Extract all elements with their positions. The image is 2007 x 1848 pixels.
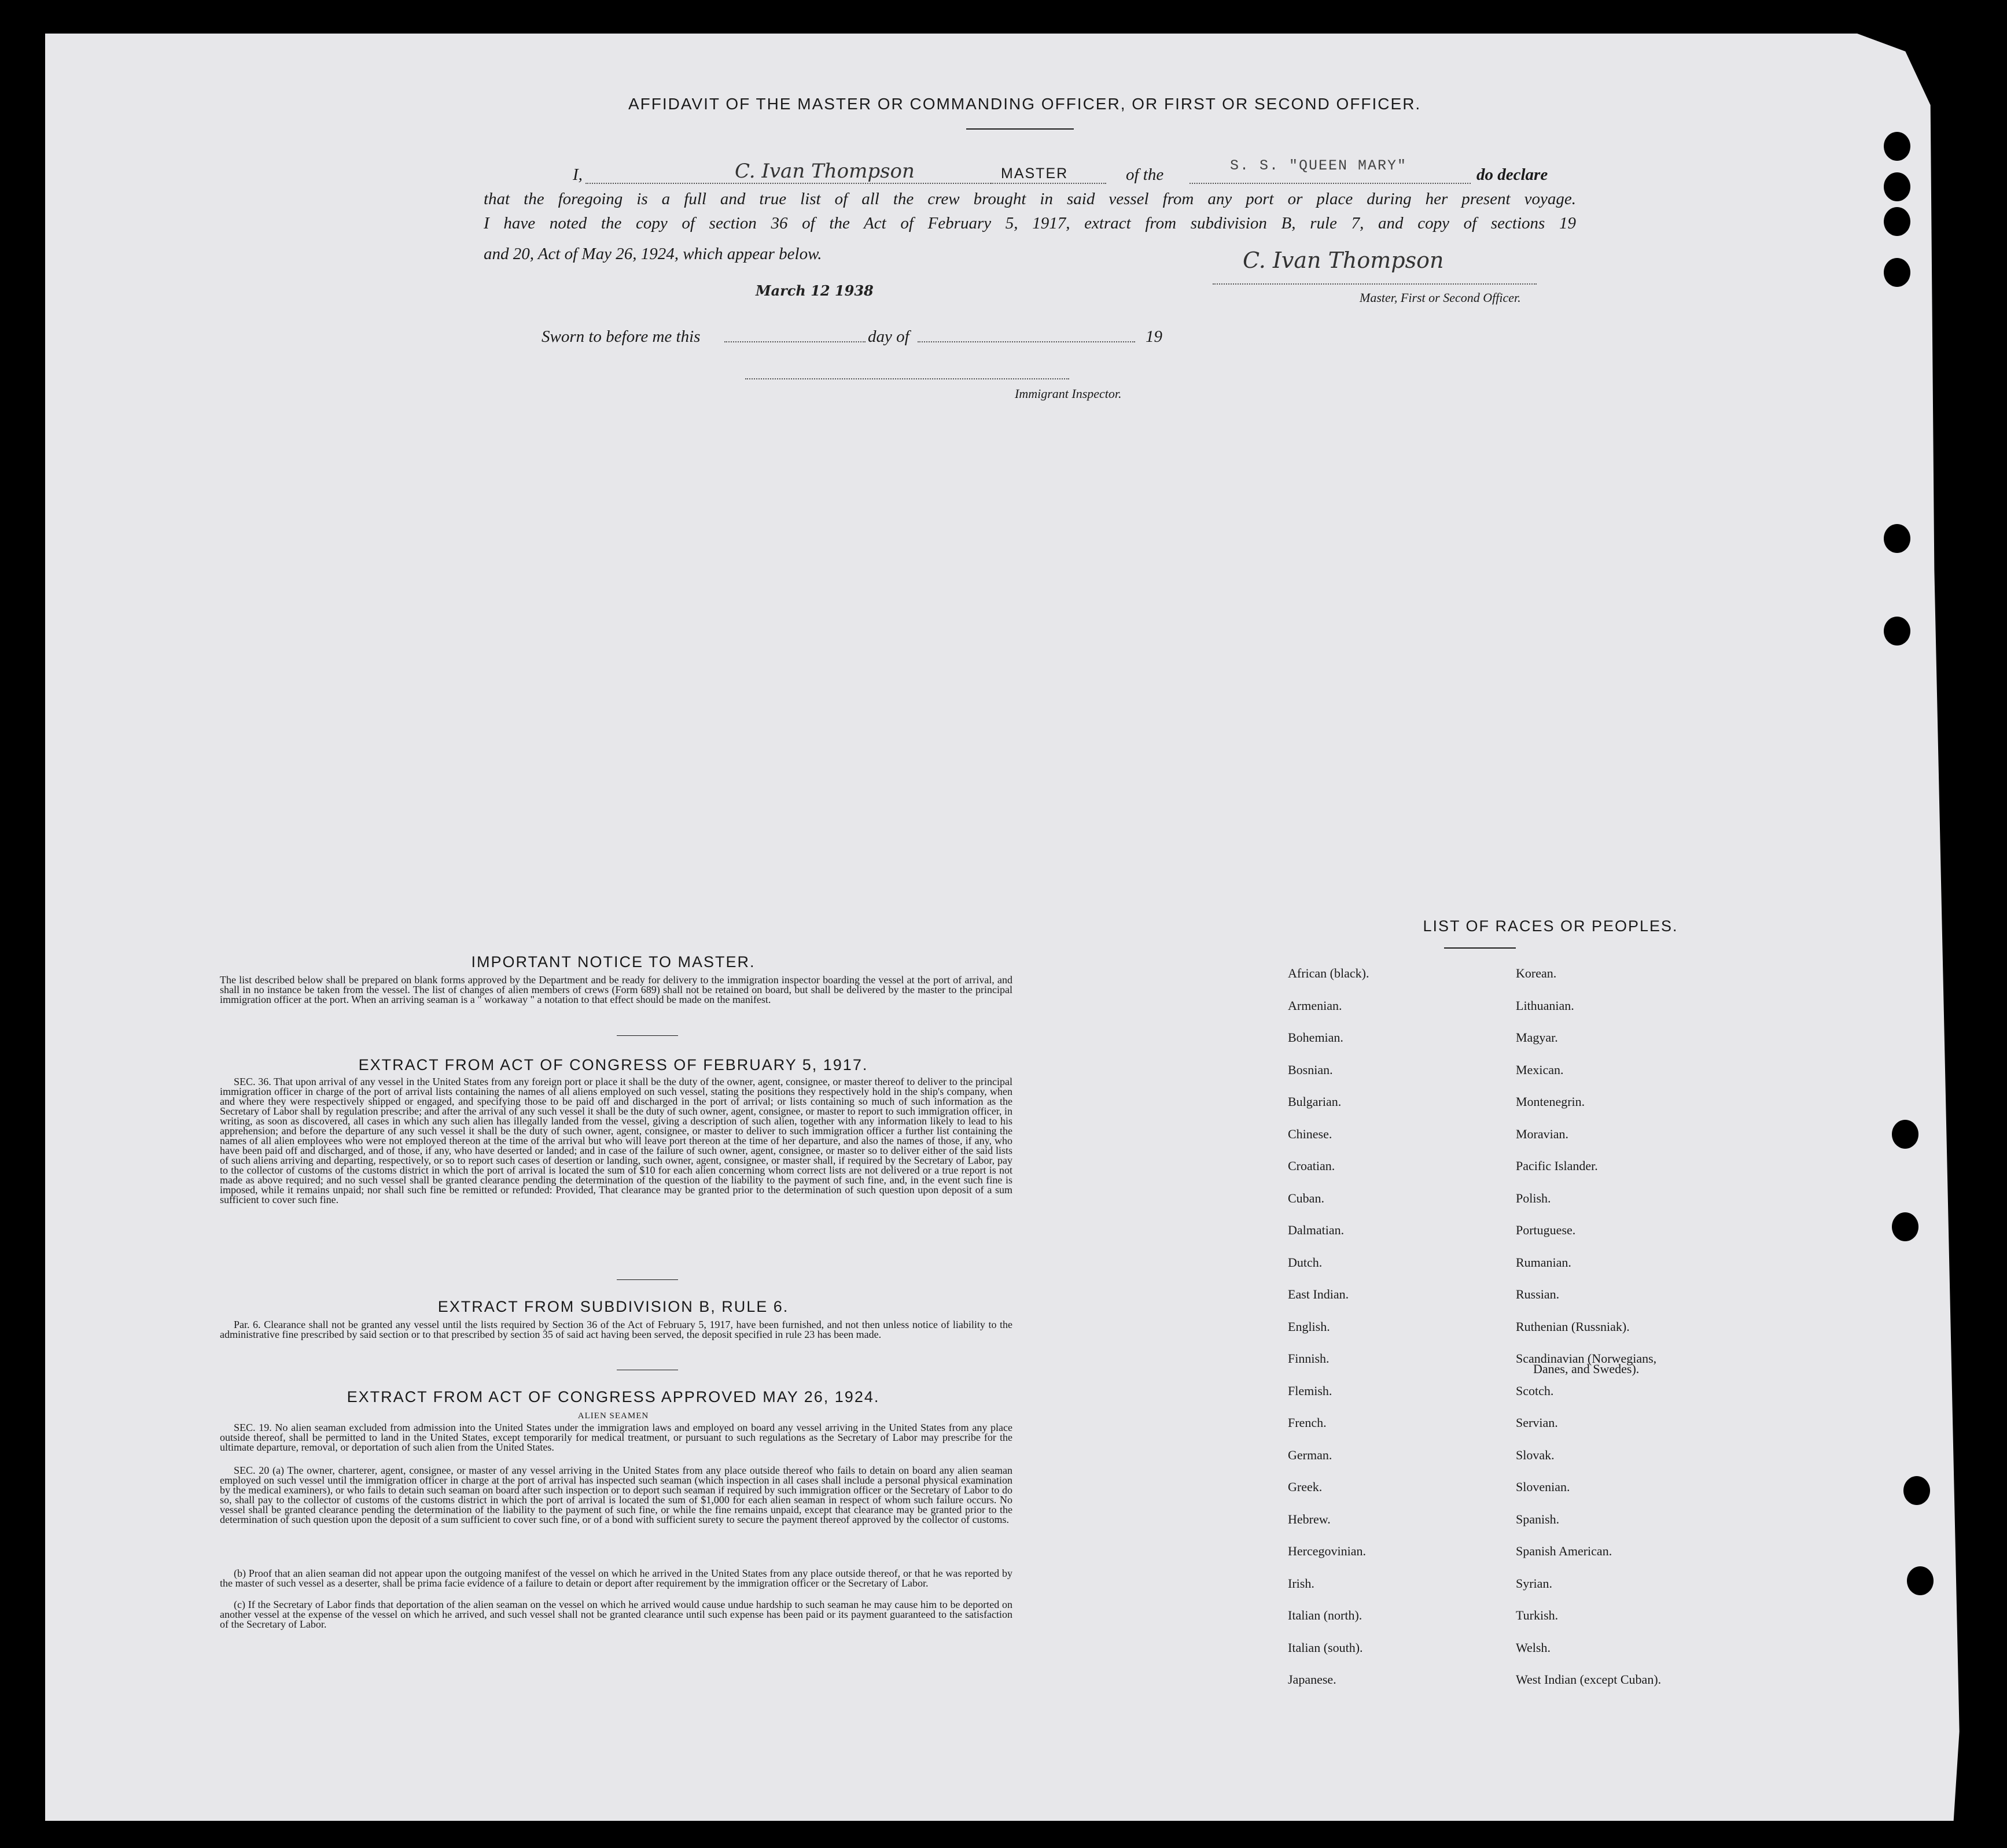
affidavit-line-3: I have noted the copy of section 36 of the Act of February 5, 1917, extract from subdivision B, rule 7, and copy of sections 19 (484, 214, 1576, 233)
notice-heading: IMPORTANT NOTICE TO MASTER. (471, 953, 756, 971)
race-item: Bulgarian. (1288, 1094, 1342, 1109)
race-item: Moravian. (1516, 1126, 1569, 1141)
race-item: Greek. (1288, 1480, 1323, 1494)
race-item: Chinese. (1288, 1126, 1332, 1141)
race-item: Slovenian. (1516, 1480, 1570, 1494)
of-the-label: of the (1126, 165, 1164, 184)
race-item: Dalmatian. (1288, 1223, 1345, 1237)
sec-20c-text: (c) If the Secretary of Labor finds that deportation of the alien seaman on the vessel on which he arrived would cause undue hardship to such seaman he may cause him to be deported on another vessel at the expense of the vessel on which he arrived, and such vessel shall not be granted clearance until such expense has been paid or its payment guaranteed to the satisfaction of the Secretary of Labor. (220, 1599, 1012, 1630)
binder-hole (1884, 617, 1910, 645)
race-item: Scotch. (1516, 1383, 1554, 1398)
inspector-caption: Immigrant Inspector. (1015, 386, 1122, 401)
sworn-day-line (724, 341, 866, 342)
race-item: Cuban. (1288, 1190, 1324, 1205)
notice-text: The list described below shall be prepared on blank forms approved by the Department and be ready for delivery to the immigration inspector boarding the vessel at the port of arrival, and shall in no instance be taken from the vessel. The list of changes of alien members of crews (Form 689) shall not be retained on board, but shall be delivered by the master to the principal immigration officer at the port. When an arriving seaman is a " workaway " a notation to that effect should be made on the manifest. (220, 974, 1012, 1005)
officer-caption: Master, First or Second Officer. (1360, 290, 1521, 305)
race-item: Mexican. (1516, 1062, 1564, 1077)
race-item: Bohemian. (1288, 1030, 1343, 1045)
binder-hole (1884, 524, 1910, 553)
race-item: Magyar. (1516, 1030, 1558, 1045)
race-item: French. (1288, 1415, 1327, 1430)
day-of-label: day of (868, 327, 909, 346)
date-stamp: March 12 1938 (756, 282, 874, 299)
binder-hole (1884, 258, 1910, 287)
binder-hole (1892, 1120, 1918, 1149)
binder-hole (1884, 172, 1910, 201)
binder-hole (1892, 1212, 1918, 1241)
rank-line (990, 183, 1106, 184)
race-item: Pacific Islander. (1516, 1159, 1598, 1173)
extract-1917-divider (617, 1279, 678, 1280)
race-item: Turkish. (1516, 1608, 1559, 1622)
race-item: Portuguese. (1516, 1223, 1576, 1237)
officer-signature: C. Ivan Thompson (1243, 248, 1444, 273)
race-item: Montenegrin. (1516, 1094, 1585, 1109)
race-item: Bosnian. (1288, 1062, 1333, 1077)
race-item: Ruthenian (Russniak). (1516, 1319, 1630, 1334)
race-item: Slovak. (1516, 1447, 1555, 1462)
race-item: Spanish. (1516, 1511, 1560, 1526)
notice-divider (617, 1035, 678, 1036)
race-item: Spanish American. (1516, 1544, 1612, 1558)
binder-hole (1884, 132, 1910, 161)
year-label: 19 (1146, 327, 1162, 346)
extract-1924-heading: EXTRACT FROM ACT OF CONGRESS APPROVED MAY 26, 1924. (347, 1388, 880, 1406)
races-underline (1444, 947, 1516, 949)
name-line (585, 183, 993, 184)
race-item: Armenian. (1288, 998, 1342, 1013)
race-item-continuation: Danes, and Swedes). (1533, 1362, 1640, 1376)
sworn-month-line (918, 341, 1135, 342)
sec-19-text: SEC. 19. No alien seaman excluded from admission into the United States under the immigration laws and employed on board any vessel arriving in the United States from any place outside thereof, shall be permitted to land in the United States, except temporarily for medical treatment, or pursuant to such regulations as the Secretary of Labor may prescribe for the ultimate departure, removal, or deportation of such alien from the United States. (220, 1422, 1012, 1453)
race-item: English. (1288, 1319, 1330, 1334)
race-item: Finnish. (1288, 1351, 1330, 1366)
race-item: Italian (north). (1288, 1608, 1362, 1622)
race-item: Scandinavian (Norwegians, (1516, 1351, 1657, 1366)
race-item: Japanese. (1288, 1672, 1336, 1687)
title-underline (966, 128, 1074, 130)
race-item: German. (1288, 1447, 1332, 1462)
race-item: Russian. (1516, 1287, 1560, 1301)
race-item: Hercegovinian. (1288, 1544, 1366, 1558)
race-item: Korean. (1516, 966, 1557, 980)
race-item: Syrian. (1516, 1576, 1552, 1591)
inspector-line (745, 378, 1069, 379)
affidavit-title: AFFIDAVIT OF THE MASTER OR COMMANDING OFFICER, OR FIRST OR SECOND OFFICER. (628, 95, 1422, 113)
race-item: African (black). (1288, 966, 1369, 980)
race-item: Flemish. (1288, 1383, 1332, 1398)
vessel-line (1190, 183, 1471, 184)
sec-20b-text: (b) Proof that an alien seaman did not appear upon the outgoing manifest of the vessel on which he arrived in the United States from any place outside thereof, or that he was reported by the master of such vessel as a deserter, shall be prima facie evidence of a failure to detain or deport after requirement by the immigration officer or the Secretary of Labor. (220, 1567, 1012, 1589)
race-item: West Indian (except Cuban). (1516, 1672, 1662, 1687)
master-signature: C. Ivan Thompson (735, 160, 915, 183)
race-item: Servian. (1516, 1415, 1558, 1430)
race-item: Rumanian. (1516, 1255, 1571, 1270)
sec-20a-text: SEC. 20 (a) The owner, charterer, agent, consignee, or master of any vessel arriving in the United States from any place outside thereof who fails to detain on board any alien seaman employed on such vessel until the immigration officer in charge at the port of arrival has inspected such seaman (which inspection in all cases shall include a personal physical examination by the medical examiners), or who fails to detain such seaman on board after such inspection or to deport such seaman if required by such immigration officer or the Secretary of Labor to do so, shall pay to the collector of customs of the customs district in which the port of arrival is located the sum of $1,000 for each alien seaman in respect of whom such failure occurs. No vessel shall be granted clearance pending the determination of the liability to the payment of such fine, or while the fine remains unpaid, except that clearance may be granted prior to the determination of such question upon the deposit of a sum sufficient to cover such fine, or of a bond with sufficient surety to secure the payment thereof approved by the collector of customs. (220, 1465, 1012, 1525)
do-declare-label: do declare (1476, 165, 1548, 184)
race-item: Croatian. (1288, 1159, 1335, 1173)
officer-signature-line (1213, 283, 1537, 285)
vessel-name: S. S. "QUEEN MARY" (1230, 157, 1408, 174)
affidavit-line-4: and 20, Act of May 26, 1924, which appear below. (484, 245, 822, 263)
race-item: Dutch. (1288, 1255, 1323, 1270)
race-item: Polish. (1516, 1190, 1551, 1205)
rank-field: MASTER (1001, 165, 1069, 182)
subdivision-b-heading: EXTRACT FROM SUBDIVISION B, RULE 6. (437, 1298, 789, 1315)
race-item: Irish. (1288, 1576, 1314, 1591)
extract-1917-text: SEC. 36. That upon arrival of any vessel in the United States from any foreign port or place it shall be the duty of the owner, agent, consignee, or master thereof to deliver to the principal immigration officer in charge of the port of arrival lists containing the names of all aliens employed on such vessel, stating the positions they respectively hold in the ship's company, when and where they were respectively shipped or engaged, and specifying those to be paid off and discharged in the port of arrival; or lists containing so much of such information as the Secretary of Labor shall by regulation prescribe; and after the arrival of any such vessel it shall be the duty of such owner, agent, consignee, or master to report to such immigration officer, in writing, as soon as discovered, all cases in which any such alien has illegally landed from the vessel, giving a description of such alien, together with any information likely to lead to his apprehension; and before the departure of any such vessel it shall be the duty of such owner, agent, consignee, or master to deliver to such immigration officer a further list containing the names of all alien employees who were not employed thereon at the time of the arrival but who will leave port thereon at the time of her departure, and also the names of those, if any, who have been paid off and discharged, and of those, if any, who have deserted or landed; and in case of the failure of such owner, agent, consignee, or master so to deliver either of the said lists of such aliens arriving and departing, respectively, or so to report such cases of desertion or landing, such owner, agent, consignee, or master shall, if required by the Secretary of Labor, pay to the collector of customs of the customs district in which the port of arrival is located the sum of $10 for each alien concerning whom correct lists are not delivered or a true report is not made as above required; and no such vessel shall be granted clearance pending the determination of the question of the liability to the payment of such fine, and, in the event such fine is imposed, while it remains unpaid; nor shall such fine be remitted or refunded: Provided, That clearance may be granted prior to the determination of such question upon deposit of a sum sufficient to cover such fine. (220, 1076, 1012, 1205)
extract-1917-heading: EXTRACT FROM ACT OF CONGRESS OF FEBRUARY 5, 1917. (358, 1056, 868, 1074)
subdivision-b-text: Par. 6. Clearance shall not be granted any vessel until the lists required by Section 36 of the Act of February 5, 1917, have been furnished, and not then unless notice of liability to the administrative fine prescribed by said section or to that prescribed by section 35 of said act having been served, the deposit specified in rule 23 has been made. (220, 1319, 1012, 1340)
race-item: Hebrew. (1288, 1511, 1331, 1526)
binder-hole (1907, 1566, 1934, 1595)
race-item: Welsh. (1516, 1640, 1551, 1655)
extract-1924-subheading: ALIEN SEAMEN (577, 1411, 649, 1421)
affidavit-line-2: that the foregoing is a full and true list of all the crew brought in said vessel from any port or place during her present voyage. (484, 190, 1576, 208)
sworn-label: Sworn to before me this (542, 327, 701, 346)
race-item: Lithuanian. (1516, 998, 1574, 1013)
i-label: I, (573, 165, 583, 184)
race-item: Italian (south). (1288, 1640, 1363, 1655)
races-heading: LIST OF RACES OR PEOPLES. (1423, 917, 1678, 935)
race-item: East Indian. (1288, 1287, 1349, 1301)
binder-hole (1884, 207, 1910, 236)
binder-hole (1903, 1476, 1930, 1505)
